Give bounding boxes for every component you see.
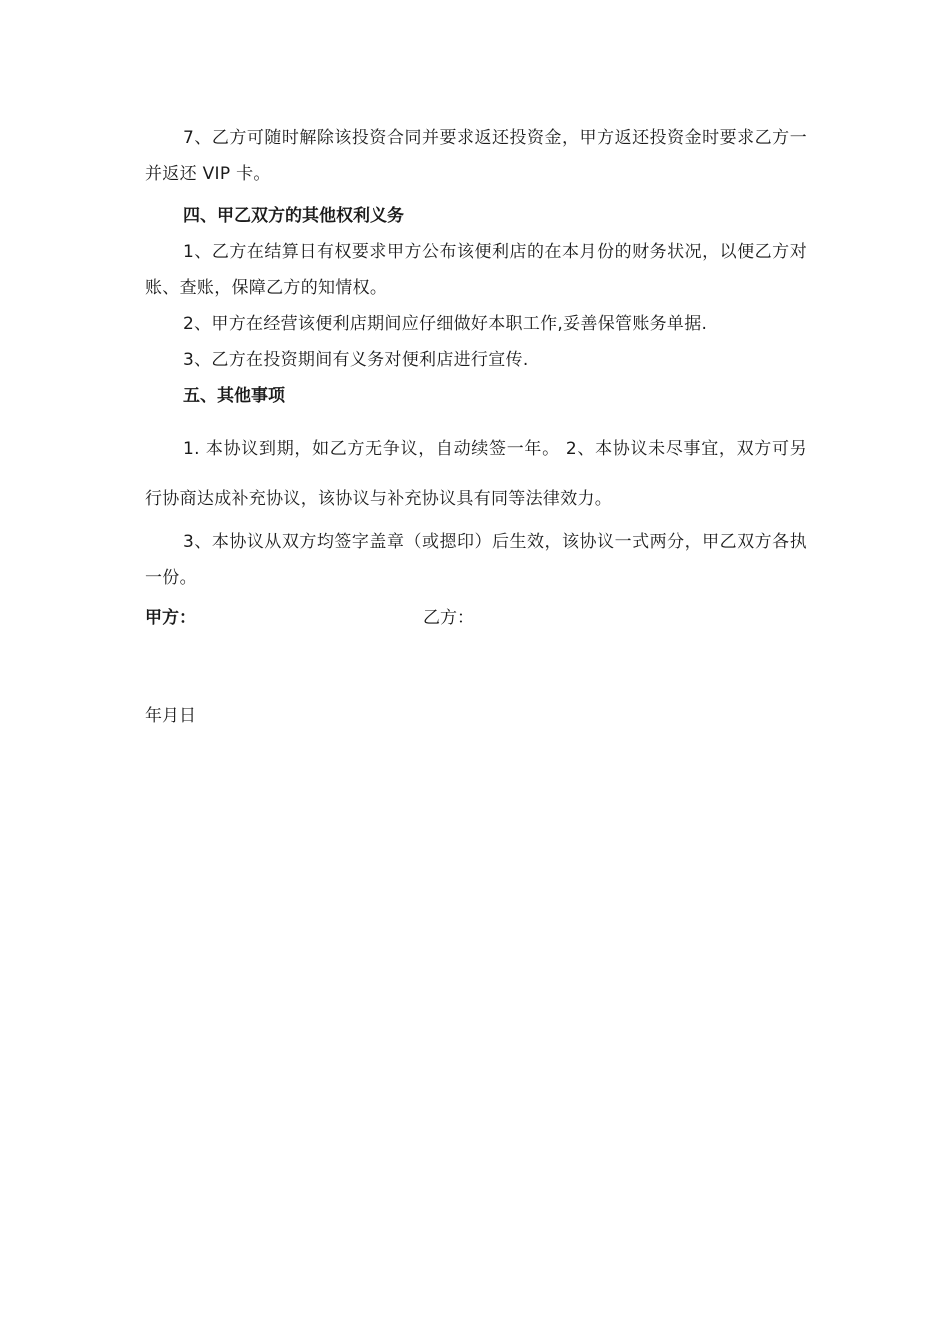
section-heading-rights: 四、甲乙双方的其他权利义务 [183, 206, 404, 226]
date-line: 年月日 [145, 706, 196, 726]
clause-7: 7、乙方可随时解除该投资合同并要求返还投资金，甲方返还投资金时要求乙方一并返还 VIP 卡。 [145, 128, 807, 184]
party-b-signature-label: 乙方： [423, 608, 474, 628]
party-a-signature-label: 甲方： [145, 608, 196, 628]
clause-other-3: 3、本协议从双方均签字盖章（或摁印）后生效，该协议一式两分，甲乙双方各执一份。 [145, 532, 807, 588]
clause-rights-3: 3、乙方在投资期间有义务对便利店进行宣传. [183, 350, 529, 370]
section-heading-other: 五、其他事项 [183, 386, 285, 406]
spacer [145, 414, 807, 424]
document-body [145, 120, 807, 596]
clause-rights-1: 1、乙方在结算日有权要求甲方公布该便利店的在本月份的财务状况，以便乙方对账、查账，保障乙方的知情权。 [145, 242, 807, 298]
clause-other-1-2: 1. 本协议到期，如乙方无争议，自动续签一年。 2、本协议未尽事宜，双方可另行协商达成补充协议，该协议与补充协议具有同等法律效力。 [145, 439, 807, 509]
clause-rights-2: 2、甲方在经营该便利店期间应仔细做好本职工作,妥善保管账务单据. [183, 314, 708, 334]
signature-block [145, 600, 807, 636]
